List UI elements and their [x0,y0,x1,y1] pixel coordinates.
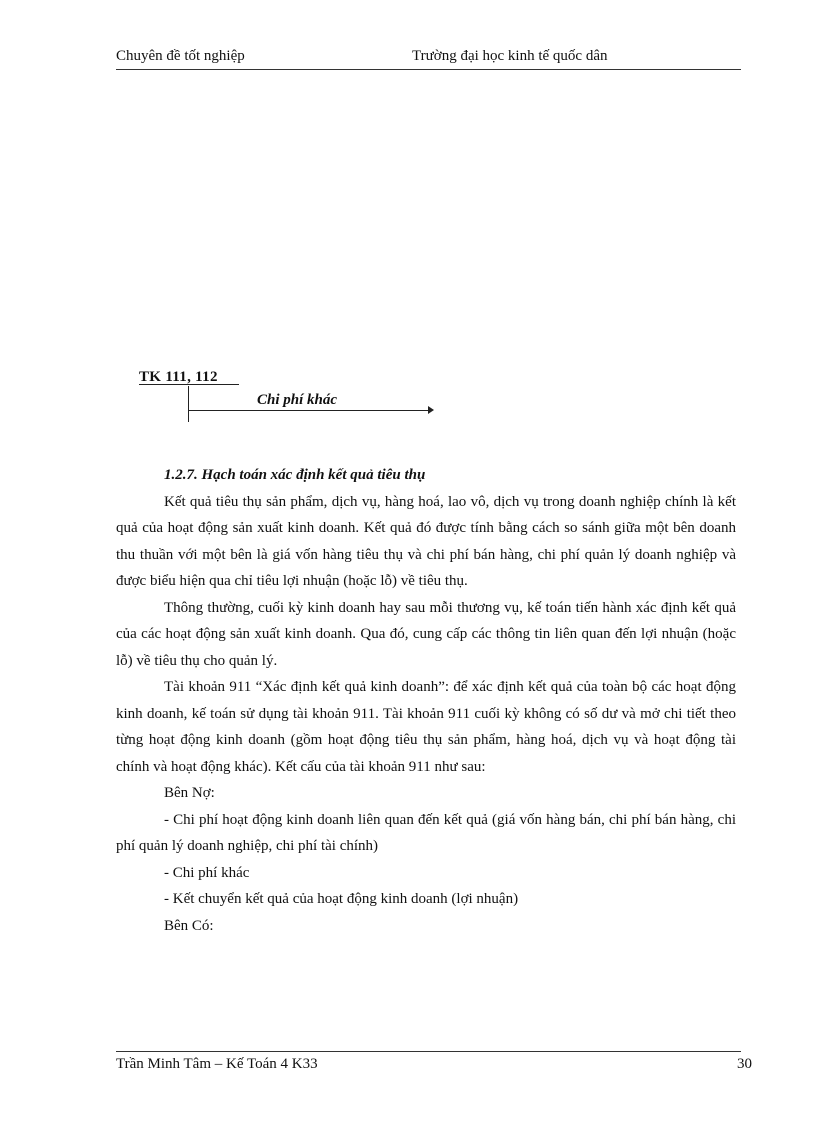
paragraph: Thông thường, cuối kỳ kinh doanh hay sau mỗi thương vụ, kế toán tiến hành xác định kết quả của các hoạt động sản xuất kinh doanh. Qua đó, cung cấp các thông tin liên quan đến lợi nhuận (hoặc lỗ) về tiêu thụ cho quản lý. [116,599,736,669]
section-heading: 1.2.7. Hạch toán xác định kết quả tiêu thụ [164,467,426,483]
header-divider [116,69,741,70]
list-item: - Kết chuyển kết quả của hoạt động kinh doanh (lợi nhuận) [164,891,519,907]
account-underline [139,384,239,385]
list-item: - Chi phí hoạt động kinh doanh liên quan đến kết quả (giá vốn hàng bán, chi phí bán hàng, chi phí quản lý doanh nghiệp, chi phí tài chính) [116,811,736,854]
paragraph: Tài khoản 911 “Xác định kết quả kinh doanh”: để xác định kết quả của toàn bộ các hoạt động kinh doanh, kế toán sử dụng tài khoản 911. Tài khoản 911 cuối kỳ không có số dư và mở chi tiết theo từng hoạt động kinh doanh (gồm hoạt động tiêu thụ sản phẩm, hàng hoá, dịch vụ và hoạt động tài chính và hoạt động khác). Kết cấu của tài khoản 911 như sau: [116,679,736,775]
diagram-entry-label: Chi phí khác [257,392,338,408]
footer-divider [116,1051,741,1052]
footer-author: Trần Minh Tâm – Kế Toán 4 K33 [116,1056,318,1072]
diagram-vertical-line [188,386,189,422]
account-label: TK 111, 112 [139,369,218,385]
ben-co-label: Bên Có: [164,917,214,934]
list-item: - Chi phí khác [164,864,250,881]
header-right: Trường đại học kinh tế quốc dân [412,48,608,64]
arrow-right-icon [428,406,434,414]
paragraph: Kết quả tiêu thụ sản phẩm, dịch vụ, hàng hoá, lao vô, dịch vụ trong doanh nghiệp chính là kết quả của hoạt động sản xuất kinh doanh. Kết quả đó được tính bằng cách so sánh giữa một bên doanh thu thuần với một bên là giá vốn hàng tiêu thụ và chi phí bán hàng, chi phí quản lý doanh nghiệp và được biểu hiện qua chỉ tiêu lợi nhuận (hoặc lỗ) về tiêu thụ. [116,493,736,589]
ben-no-label: Bên Nợ: [164,785,215,801]
section-body [116,462,736,939]
page-number: 30 [737,1056,752,1072]
header-left: Chuyên đề tốt nghiệp [116,48,245,64]
diagram-arrow-line [188,410,432,411]
